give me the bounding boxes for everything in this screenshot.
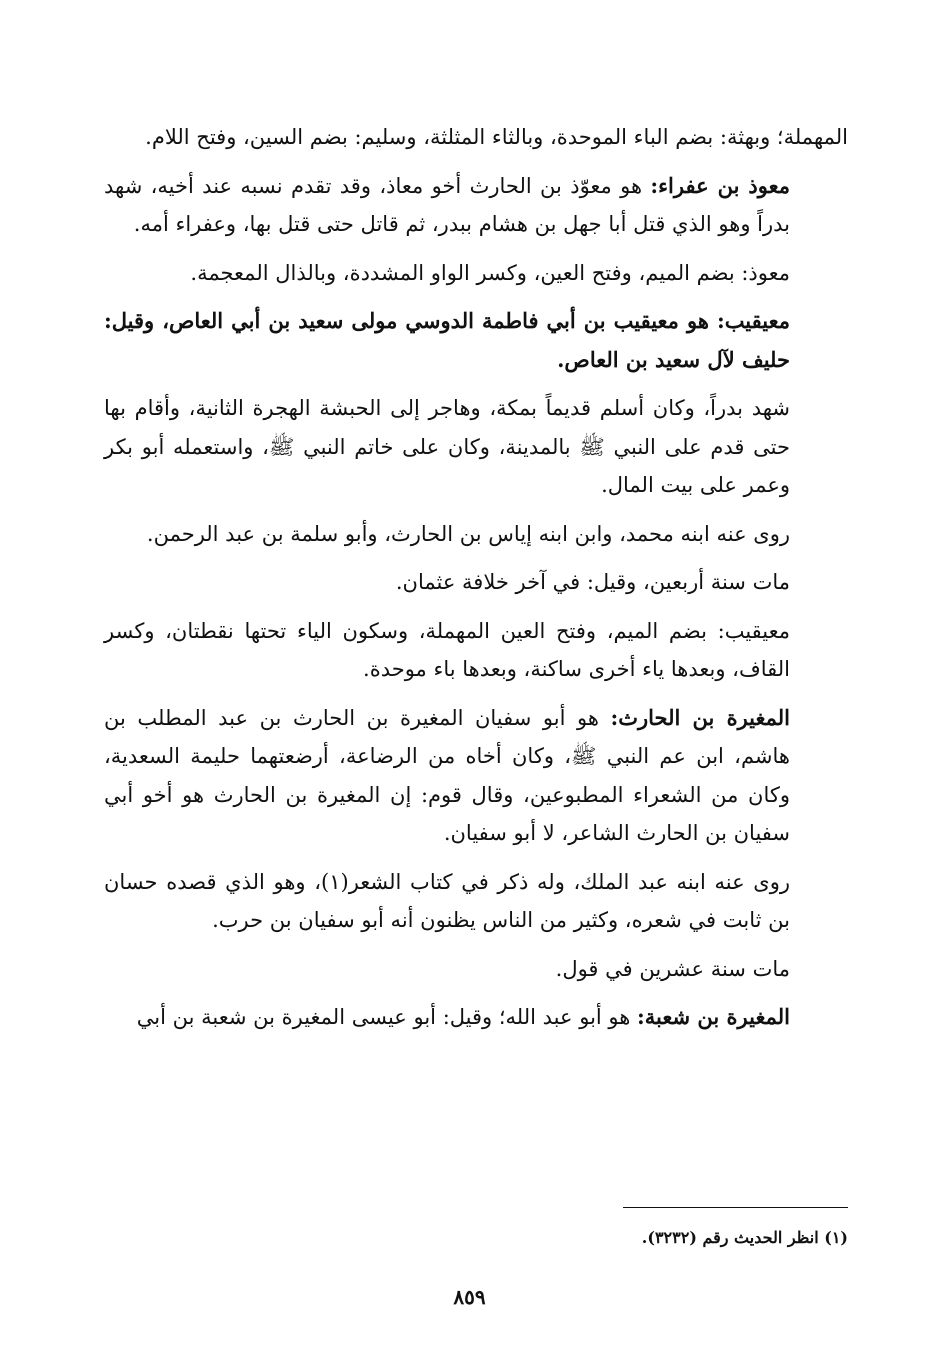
entry-heading: المغيرة بن شعبة: (637, 1004, 790, 1029)
entry-heading: معيقيب: (716, 308, 790, 333)
paragraph-text: المهملة؛ وبهثة: بضم الباء الموحدة، وبالثاء المثلثة، وسليم: بضم السين، وفتح اللام. (145, 125, 848, 149)
paragraph-text: شهد بدراً، وكان أسلم قديماً بمكة، وهاجر إلى الحبشة الهجرة الثانية، وأقام بها حتى قدم على النبي ﷺ بالمدينة، وكان على خاتم النبي ﷺ، واستعمله أبو بكر وعمر على بيت المال. (104, 396, 790, 497)
paragraph-11 (104, 950, 848, 989)
paragraph-text: هو أبو عبد الله؛ وقيل: أبو عيسى المغيرة بن شعبة بن أبي (136, 1005, 638, 1029)
paragraph-3 (104, 254, 848, 293)
paragraph-text: هو معيقيب بن أبي فاطمة الدوسي مولى سعيد بن أبي العاص، وقيل: حليف لآل سعيد بن العاص. (104, 308, 790, 372)
paragraph-9 (104, 699, 848, 853)
paragraph-text: هو معوّذ بن الحارث أخو معاذ، وقد تقدم نسبه عند أخيه، شهد بدراً وهو الذي قتل أبا جهل بن هشام ببدر، ثم قاتل حتى قتل بها، وعفراء أمه. (104, 173, 790, 236)
footnote-divider (623, 1207, 848, 1208)
entry-heading: معوذ بن عفراء: (650, 172, 790, 198)
paragraph-6 (104, 515, 848, 554)
paragraph-text: معيقيب: بضم الميم، وفتح العين المهملة، وسكون الياء تحتها نقطتان، وكسر القاف، وبعدها ياء أخرى ساكنة، وبعدها باء موحدة. (104, 618, 790, 681)
paragraph-2 (104, 167, 848, 244)
paragraph-1 (104, 118, 848, 157)
footnote: (١) انظر الحديث رقم (٣٢٣٢). (641, 1228, 848, 1247)
paragraph-4 (104, 302, 848, 379)
paragraph-7 (104, 563, 848, 602)
paragraph-text: مات سنة عشرين في قول. (555, 956, 790, 981)
paragraph-text: معوذ: بضم الميم، وفتح العين، وكسر الواو المشددة، وبالذال المعجمة. (190, 260, 790, 285)
paragraph-text: هو أبو سفيان المغيرة بن الحارث بن عبد المطلب بن هاشم، ابن عم النبي ﷺ، وكان أخاه من الرضاعة، أرضعتهما حليمة السعدية، وكان من الشعراء المطبوعين، وقال قوم: إن المغيرة بن الحارث هو أخو أبي سفيان بن الحارث الشاعر، لا أبو سفيان. (104, 705, 790, 845)
paragraph-12 (104, 998, 848, 1037)
paragraph-5 (104, 389, 848, 505)
entry-heading: المغيرة بن الحارث: (610, 704, 790, 730)
paragraph-8 (104, 612, 848, 689)
paragraph-10 (104, 863, 848, 940)
paragraph-text: روى عنه ابنه محمد، وابن ابنه إياس بن الحارث، وأبو سلمة بن عبد الرحمن. (146, 521, 790, 546)
paragraph-text: روى عنه ابنه عبد الملك، وله ذكر في كتاب الشعر(١)، وهو الذي قصده حسان بن ثابت في شعره، وكثير من الناس يظنون أنه أبو سفيان بن حرب. (104, 869, 790, 932)
page-body (104, 118, 848, 1047)
paragraph-text: مات سنة أربعين، وقيل: في آخر خلافة عثمان. (395, 570, 790, 594)
page-number: ٨٥٩ (453, 1285, 486, 1309)
